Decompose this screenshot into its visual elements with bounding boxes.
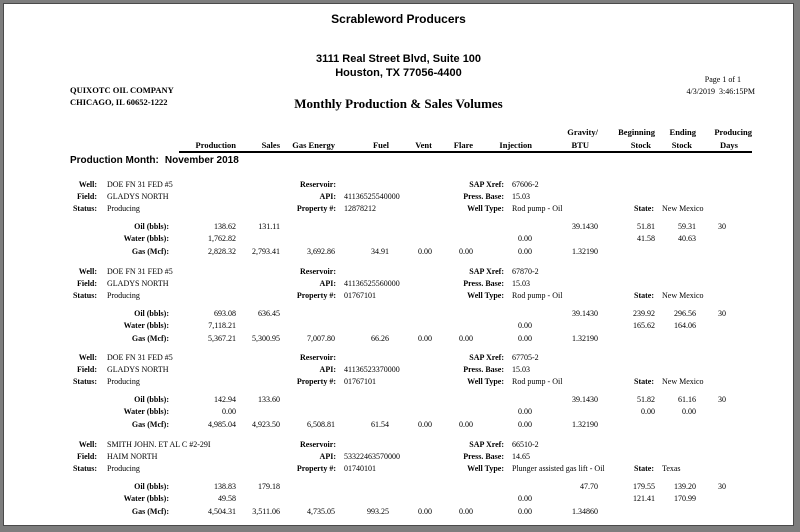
status-value: Producing bbox=[107, 204, 140, 213]
field-label: Field: bbox=[77, 365, 97, 374]
field-name: GLADYS NORTH bbox=[107, 279, 169, 288]
oil-flare bbox=[432, 480, 473, 493]
oil-beginning-stock: 51.81 bbox=[637, 221, 655, 231]
gas-injection: 0.00 bbox=[518, 419, 532, 429]
oil-ending-stock: 61.16 bbox=[678, 394, 696, 404]
water-fuel bbox=[335, 320, 389, 333]
water-injection: 0.00 bbox=[518, 407, 532, 417]
oil-row-label: Oil (bbls): bbox=[134, 221, 169, 231]
well-type-value: Rod pump - Oil bbox=[512, 377, 563, 386]
water-fuel bbox=[335, 493, 389, 506]
gas-producing-days bbox=[696, 245, 752, 258]
state-value: New Mexico bbox=[662, 291, 704, 300]
col-production: Production bbox=[179, 138, 236, 152]
gas-sales: 5,300.95 bbox=[252, 333, 280, 343]
water-row-label: Water (bbls): bbox=[123, 234, 169, 244]
oil-producing-days: 30 bbox=[718, 394, 726, 404]
water-flare bbox=[432, 320, 473, 333]
reservoir-label: Reservoir: bbox=[300, 440, 336, 449]
gas-gas-energy: 4,735.05 bbox=[307, 506, 335, 516]
gas-ending-stock bbox=[655, 245, 696, 258]
press-base-label: Press. Base: bbox=[463, 365, 504, 374]
status-value: Producing bbox=[107, 377, 140, 386]
sap-xref-label: SAP Xref: bbox=[469, 353, 504, 362]
col-sales-top bbox=[236, 125, 280, 138]
gas-row-label: Gas (Mcf): bbox=[131, 506, 169, 516]
gas-beginning-stock bbox=[598, 245, 655, 258]
gas-btu: 1.32190 bbox=[572, 419, 598, 429]
water-beginning-stock: 121.41 bbox=[633, 494, 655, 504]
oil-ending-stock: 139.20 bbox=[674, 481, 696, 491]
property-value: 01767101 bbox=[344, 291, 376, 300]
gas-vent: 0.00 bbox=[418, 246, 432, 256]
gas-row bbox=[72, 332, 752, 345]
volumes-table bbox=[72, 480, 752, 518]
water-vent bbox=[389, 493, 432, 506]
water-row bbox=[72, 320, 752, 333]
gas-producing-days bbox=[696, 418, 752, 431]
gas-fuel: 61.54 bbox=[371, 419, 389, 429]
oil-beginning-stock: 239.92 bbox=[633, 308, 655, 318]
gas-sales: 2,793.41 bbox=[252, 246, 280, 256]
reservoir-label: Reservoir: bbox=[300, 180, 336, 189]
gas-beginning-stock bbox=[598, 332, 655, 345]
oil-row bbox=[72, 307, 752, 320]
gas-fuel: 34.91 bbox=[371, 246, 389, 256]
water-row bbox=[72, 233, 752, 246]
water-producing-days bbox=[696, 320, 752, 333]
oil-gas-energy bbox=[280, 480, 335, 493]
water-gas-energy bbox=[280, 233, 335, 246]
page-number: Page 1 of 1 bbox=[704, 75, 741, 84]
status-label: Status: bbox=[72, 204, 97, 213]
oil-row-label: Oil (bbls): bbox=[134, 481, 169, 491]
col-ending-stock: Stock bbox=[655, 138, 696, 152]
press-base-value: 15.03 bbox=[512, 365, 530, 374]
well-name: SMITH JOHN. ET AL C #2-29I bbox=[107, 440, 211, 449]
water-ending-stock: 0.00 bbox=[682, 407, 696, 417]
oil-beginning-stock: 51.82 bbox=[637, 394, 655, 404]
api-value: 41136523370000 bbox=[344, 365, 400, 374]
api-label: API: bbox=[319, 192, 336, 201]
property-label: Property #: bbox=[296, 377, 336, 386]
gas-gas-energy: 6,508.81 bbox=[307, 419, 335, 429]
gas-vent: 0.00 bbox=[418, 506, 432, 516]
press-base-label: Press. Base: bbox=[463, 452, 504, 461]
gas-production: 5,367.21 bbox=[208, 333, 236, 343]
press-base-value: 15.03 bbox=[512, 279, 530, 288]
water-vent bbox=[389, 320, 432, 333]
well-label: Well: bbox=[78, 180, 97, 189]
water-producing-days bbox=[696, 406, 752, 419]
gas-producing-days bbox=[696, 332, 752, 345]
gas-gas-energy: 7,007.80 bbox=[307, 333, 335, 343]
press-base-value: 15.03 bbox=[512, 192, 530, 201]
status-label: Status: bbox=[72, 377, 97, 386]
reservoir-label: Reservoir: bbox=[300, 353, 336, 362]
water-gravity bbox=[532, 406, 598, 419]
gas-row bbox=[72, 505, 752, 518]
oil-producing-days: 30 bbox=[718, 308, 726, 318]
water-producing-days bbox=[696, 233, 752, 246]
oil-fuel bbox=[335, 393, 389, 406]
field-label: Field: bbox=[77, 192, 97, 201]
production-month-value: November 2018 bbox=[164, 155, 239, 166]
oil-production: 138.83 bbox=[214, 481, 236, 491]
gas-ending-stock bbox=[655, 332, 696, 345]
col-production-top bbox=[179, 125, 236, 138]
oil-injection bbox=[473, 480, 532, 493]
oil-injection bbox=[473, 220, 532, 233]
gas-injection: 0.00 bbox=[518, 506, 532, 516]
col-flare: Flare bbox=[432, 138, 473, 152]
oil-injection bbox=[473, 307, 532, 320]
state-value: New Mexico bbox=[662, 204, 704, 213]
oil-gas-energy bbox=[280, 220, 335, 233]
gas-fuel: 66.26 bbox=[371, 333, 389, 343]
sap-xref-value: 67705-2 bbox=[512, 353, 539, 362]
water-sales bbox=[236, 320, 280, 333]
water-ending-stock: 170.99 bbox=[674, 494, 696, 504]
water-beginning-stock: 41.58 bbox=[637, 234, 655, 244]
well-type-label: Well Type: bbox=[467, 204, 504, 213]
col-beginning-top: Beginning bbox=[618, 126, 655, 137]
oil-beginning-stock: 179.55 bbox=[633, 481, 655, 491]
oil-gravity: 39.1430 bbox=[572, 394, 598, 404]
api-value: 41136525560000 bbox=[344, 279, 400, 288]
water-beginning-stock: 0.00 bbox=[641, 407, 655, 417]
oil-row bbox=[72, 220, 752, 233]
well-type-value: Rod pump - Oil bbox=[512, 204, 563, 213]
oil-vent bbox=[389, 220, 432, 233]
print-timestamp bbox=[687, 87, 755, 96]
status-label: Status: bbox=[72, 464, 97, 473]
press-base-label: Press. Base: bbox=[463, 279, 504, 288]
volumes-table bbox=[72, 393, 752, 431]
operator-address: CHICAGO, IL 60652-1222 bbox=[70, 97, 168, 107]
oil-gas-energy bbox=[280, 307, 335, 320]
field-label: Field: bbox=[77, 452, 97, 461]
water-production: 1,762.82 bbox=[208, 234, 236, 244]
oil-flare bbox=[432, 220, 473, 233]
sap-xref-value: 67606-2 bbox=[512, 180, 539, 189]
well-type-label: Well Type: bbox=[467, 464, 504, 473]
gas-vent: 0.00 bbox=[418, 333, 432, 343]
well-block bbox=[4, 180, 793, 266]
api-label: API: bbox=[319, 365, 336, 374]
well-block bbox=[4, 267, 793, 353]
water-gas-energy bbox=[280, 493, 335, 506]
operator-name: QUIXOTC OIL COMPANY bbox=[70, 85, 174, 95]
col-producing-top: Producing bbox=[714, 126, 752, 137]
water-flare bbox=[432, 233, 473, 246]
oil-fuel bbox=[335, 307, 389, 320]
col-beginning-stock: Stock bbox=[598, 138, 655, 152]
oil-sales: 131.11 bbox=[258, 221, 280, 231]
col-gas-energy: Gas Energy bbox=[280, 138, 335, 152]
well-type-value: Plunger assisted gas lift - Oil bbox=[512, 464, 605, 473]
oil-producing-days: 30 bbox=[718, 221, 726, 231]
gas-beginning-stock bbox=[598, 505, 655, 518]
water-vent bbox=[389, 233, 432, 246]
col-flare-top bbox=[432, 125, 473, 138]
company-address-line2: Houston, TX 77056-4400 bbox=[335, 67, 462, 79]
print-date: 4/3/2019 bbox=[686, 87, 715, 96]
water-ending-stock: 164.06 bbox=[674, 321, 696, 331]
well-type-label: Well Type: bbox=[467, 291, 504, 300]
gas-gas-energy: 3,692.86 bbox=[307, 246, 335, 256]
press-base-value: 14.65 bbox=[512, 452, 530, 461]
well-label: Well: bbox=[78, 353, 97, 362]
gas-row bbox=[72, 245, 752, 258]
state-label: State: bbox=[634, 377, 654, 386]
field-name: GLADYS NORTH bbox=[107, 192, 169, 201]
gas-ending-stock bbox=[655, 505, 696, 518]
gas-row-label: Gas (Mcf): bbox=[131, 419, 169, 429]
oil-row bbox=[72, 393, 752, 406]
gas-fuel: 993.25 bbox=[367, 506, 389, 516]
oil-vent bbox=[389, 307, 432, 320]
oil-gas-energy bbox=[280, 393, 335, 406]
state-value: New Mexico bbox=[662, 377, 704, 386]
state-label: State: bbox=[634, 204, 654, 213]
water-row-label: Water (bbls): bbox=[123, 407, 169, 417]
gas-production: 2,828.32 bbox=[208, 246, 236, 256]
gas-flare: 0.00 bbox=[459, 246, 473, 256]
gas-production: 4,985.04 bbox=[208, 419, 236, 429]
well-type-value: Rod pump - Oil bbox=[512, 291, 563, 300]
state-label: State: bbox=[634, 464, 654, 473]
oil-vent bbox=[389, 480, 432, 493]
water-row bbox=[72, 493, 752, 506]
col-btu: BTU bbox=[532, 138, 598, 152]
gas-vent: 0.00 bbox=[418, 419, 432, 429]
field-name: HAIM NORTH bbox=[107, 452, 158, 461]
water-sales bbox=[236, 493, 280, 506]
oil-sales: 133.60 bbox=[258, 394, 280, 404]
water-ending-stock: 40.63 bbox=[678, 234, 696, 244]
water-row-label: Water (bbls): bbox=[123, 321, 169, 331]
property-label: Property #: bbox=[296, 464, 336, 473]
water-production: 7,118.21 bbox=[208, 321, 236, 331]
property-value: 01767101 bbox=[344, 377, 376, 386]
gas-btu: 1.32190 bbox=[572, 333, 598, 343]
col-fuel-top bbox=[335, 125, 389, 138]
oil-production: 693.08 bbox=[214, 308, 236, 318]
water-gravity bbox=[532, 233, 598, 246]
water-beginning-stock: 165.62 bbox=[633, 321, 655, 331]
water-injection: 0.00 bbox=[518, 234, 532, 244]
api-value: 53322463570000 bbox=[344, 452, 400, 461]
well-block bbox=[4, 440, 793, 526]
company-address-line1: 3111 Real Street Blvd, Suite 100 bbox=[315, 53, 482, 65]
property-label: Property #: bbox=[296, 204, 336, 213]
state-value: Texas bbox=[662, 464, 681, 473]
water-row bbox=[72, 406, 752, 419]
volumes-table bbox=[72, 220, 752, 258]
report-page bbox=[3, 3, 794, 526]
oil-row bbox=[72, 480, 752, 493]
volumes-table bbox=[72, 307, 752, 345]
oil-row-label: Oil (bbls): bbox=[134, 308, 169, 318]
sap-xref-label: SAP Xref: bbox=[469, 180, 504, 189]
property-label: Property #: bbox=[296, 291, 336, 300]
oil-gravity: 47.70 bbox=[580, 481, 598, 491]
production-month bbox=[70, 155, 245, 166]
water-gas-energy bbox=[280, 406, 335, 419]
well-label: Well: bbox=[78, 267, 97, 276]
gas-sales: 4,923.50 bbox=[252, 419, 280, 429]
col-ending-top: Ending bbox=[669, 126, 696, 137]
col-injection-top bbox=[473, 125, 532, 138]
well-name: DOE FN 31 FED #5 bbox=[107, 180, 173, 189]
col-days: Days bbox=[696, 138, 752, 152]
oil-producing-days: 30 bbox=[718, 481, 726, 491]
field-label: Field: bbox=[77, 279, 97, 288]
api-label: API: bbox=[319, 452, 336, 461]
well-block bbox=[4, 353, 793, 439]
water-production: 0.00 bbox=[222, 407, 236, 417]
field-name: GLADYS NORTH bbox=[107, 365, 169, 374]
gas-injection: 0.00 bbox=[518, 246, 532, 256]
gas-production: 4,504.31 bbox=[208, 506, 236, 516]
gas-injection: 0.00 bbox=[518, 333, 532, 343]
water-flare bbox=[432, 493, 473, 506]
oil-gravity: 39.1430 bbox=[572, 221, 598, 231]
oil-flare bbox=[432, 307, 473, 320]
property-value: 12878212 bbox=[344, 204, 376, 213]
status-value: Producing bbox=[107, 291, 140, 300]
col-gravity-top: Gravity/ bbox=[567, 126, 598, 137]
gas-flare: 0.00 bbox=[459, 506, 473, 516]
water-injection: 0.00 bbox=[518, 321, 532, 331]
gas-sales: 3,511.06 bbox=[252, 506, 280, 516]
gas-row bbox=[72, 418, 752, 431]
gas-flare: 0.00 bbox=[459, 333, 473, 343]
water-row-label: Water (bbls): bbox=[123, 494, 169, 504]
oil-vent bbox=[389, 393, 432, 406]
water-production: 49.58 bbox=[218, 494, 236, 504]
oil-row-label: Oil (bbls): bbox=[134, 394, 169, 404]
gas-btu: 1.34860 bbox=[572, 506, 598, 516]
print-time: 3:46:15PM bbox=[718, 87, 755, 96]
sap-xref-label: SAP Xref: bbox=[469, 267, 504, 276]
sap-xref-value: 66510-2 bbox=[512, 440, 539, 449]
water-flare bbox=[432, 406, 473, 419]
well-label: Well: bbox=[78, 440, 97, 449]
col-fuel: Fuel bbox=[335, 138, 389, 152]
status-label: Status: bbox=[72, 291, 97, 300]
oil-production: 138.62 bbox=[214, 221, 236, 231]
state-label: State: bbox=[634, 291, 654, 300]
production-month-label: Production Month: bbox=[70, 155, 159, 166]
status-value: Producing bbox=[107, 464, 140, 473]
oil-flare bbox=[432, 393, 473, 406]
water-sales bbox=[236, 406, 280, 419]
col-vent: Vent bbox=[389, 138, 432, 152]
gas-ending-stock bbox=[655, 418, 696, 431]
col-gas-energy-top bbox=[280, 125, 335, 138]
sap-xref-label: SAP Xref: bbox=[469, 440, 504, 449]
company-title: Scrableword Producers bbox=[331, 12, 466, 26]
water-fuel bbox=[335, 406, 389, 419]
water-fuel bbox=[335, 233, 389, 246]
col-vent-top bbox=[389, 125, 432, 138]
oil-sales: 636.45 bbox=[258, 308, 280, 318]
oil-production: 142.94 bbox=[214, 394, 236, 404]
water-gas-energy bbox=[280, 320, 335, 333]
water-gravity bbox=[532, 320, 598, 333]
oil-injection bbox=[473, 393, 532, 406]
col-sales: Sales bbox=[236, 138, 280, 152]
api-label: API: bbox=[319, 279, 336, 288]
well-name: DOE FN 31 FED #5 bbox=[107, 353, 173, 362]
water-producing-days bbox=[696, 493, 752, 506]
water-sales bbox=[236, 233, 280, 246]
oil-ending-stock: 59.31 bbox=[678, 221, 696, 231]
water-vent bbox=[389, 406, 432, 419]
oil-gravity: 39.1430 bbox=[572, 308, 598, 318]
property-value: 01740101 bbox=[344, 464, 376, 473]
gas-flare: 0.00 bbox=[459, 419, 473, 429]
oil-sales: 179.18 bbox=[258, 481, 280, 491]
gas-row-label: Gas (Mcf): bbox=[131, 333, 169, 343]
water-gravity bbox=[532, 493, 598, 506]
water-injection: 0.00 bbox=[518, 494, 532, 504]
column-header-table bbox=[179, 125, 752, 153]
gas-btu: 1.32190 bbox=[572, 246, 598, 256]
well-name: DOE FN 31 FED #5 bbox=[107, 267, 173, 276]
reservoir-label: Reservoir: bbox=[300, 267, 336, 276]
gas-beginning-stock bbox=[598, 418, 655, 431]
sap-xref-value: 67870-2 bbox=[512, 267, 539, 276]
col-injection: Injection bbox=[473, 138, 532, 152]
api-value: 41136525540000 bbox=[344, 192, 400, 201]
gas-row-label: Gas (Mcf): bbox=[131, 246, 169, 256]
oil-ending-stock: 296.56 bbox=[674, 308, 696, 318]
oil-fuel bbox=[335, 480, 389, 493]
gas-producing-days bbox=[696, 505, 752, 518]
press-base-label: Press. Base: bbox=[463, 192, 504, 201]
report-title: Monthly Production & Sales Volumes bbox=[294, 96, 503, 111]
well-type-label: Well Type: bbox=[467, 377, 504, 386]
oil-fuel bbox=[335, 220, 389, 233]
